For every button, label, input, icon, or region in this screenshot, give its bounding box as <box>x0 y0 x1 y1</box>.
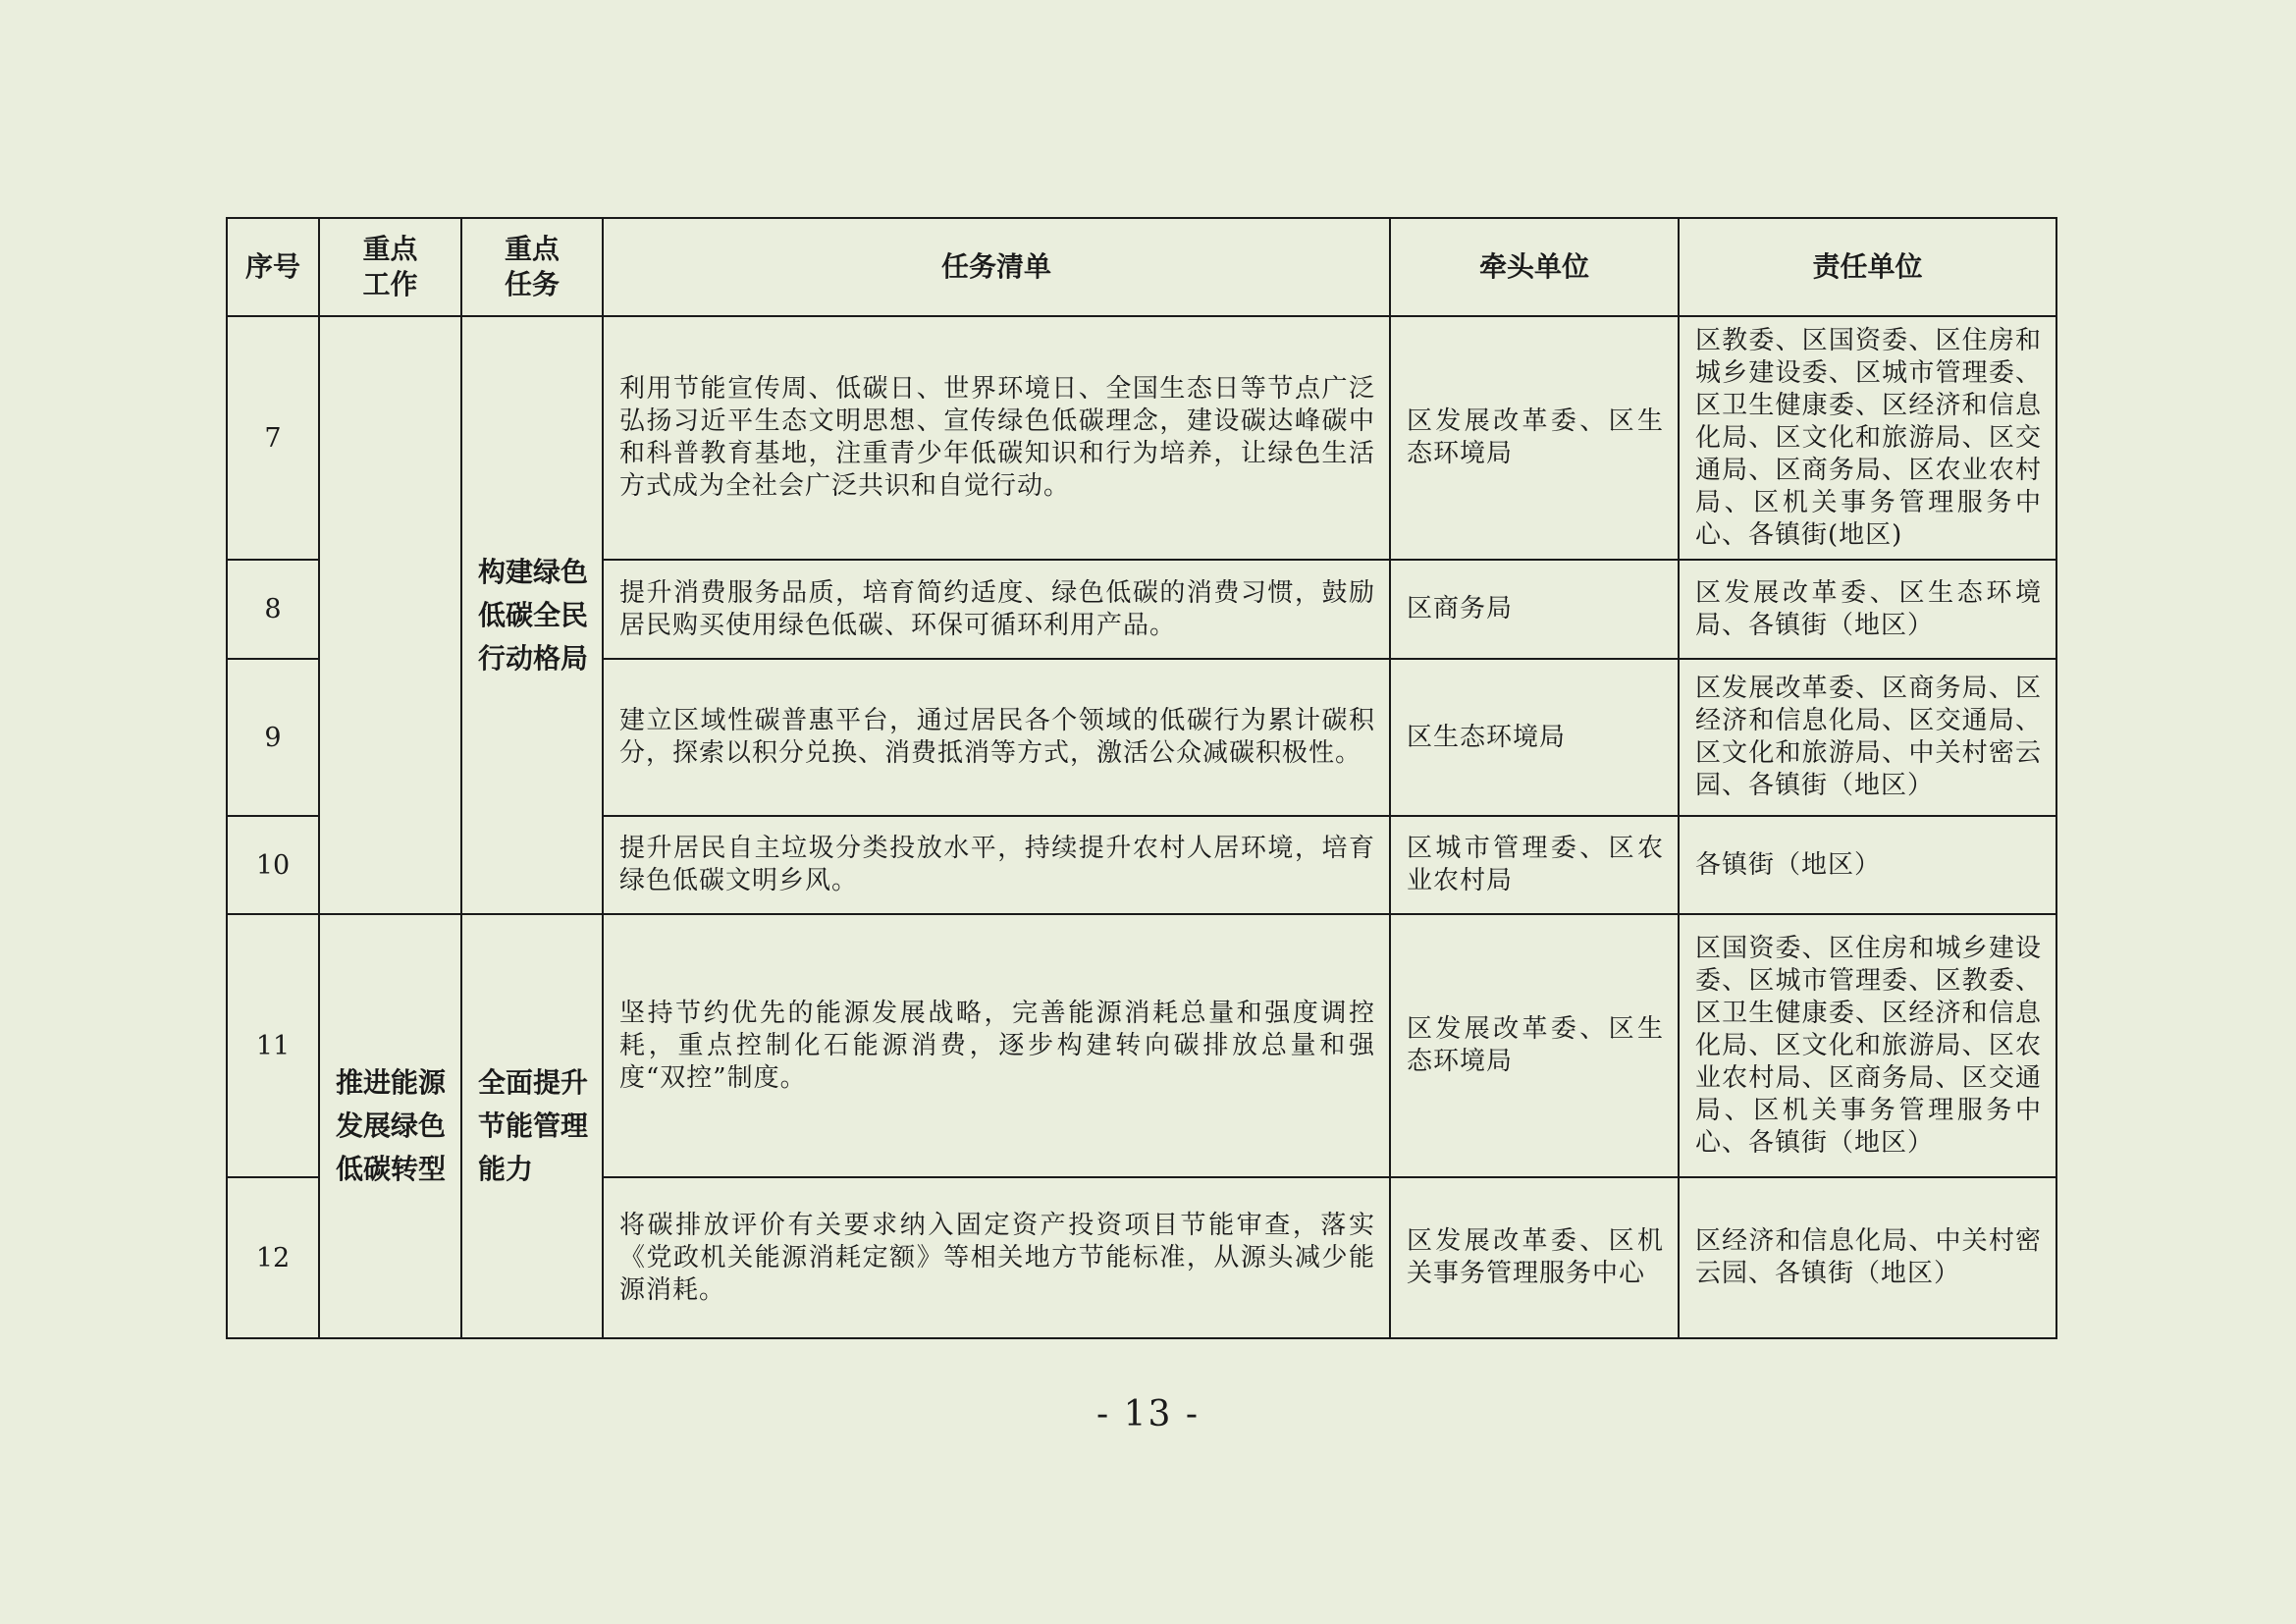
row-seq: 11 <box>227 914 319 1177</box>
row-task: 利用节能宣传周、低碳日、世界环境日、全国生态日等节点广泛弘扬习近平生态文明思想、宣传绿色低碳理念，建设碳达峰碳中和科普教育基地，注重青少年低碳知识和行为培养，让绿色生活方式成为全社会广泛共识和自觉行动。 <box>603 316 1390 560</box>
page-number: - 13 - <box>1095 1394 1201 1435</box>
row-resp-unit: 区发展改革委、区商务局、区经济和信息化局、区交通局、区文化和旅游局、中关村密云园、各镇街（地区） <box>1679 659 2056 816</box>
row-resp-unit: 区教委、区国资委、区住房和城乡建设委、区城市管理委、区卫生健康委、区经济和信息化局、区文化和旅游局、区交通局、区商务局、区农业农村局、区机关事务管理服务中心、各镇街(地区) <box>1679 316 2056 560</box>
header-lead-unit: 牵头单位 <box>1390 218 1679 316</box>
row-lead-unit: 区发展改革委、区生态环境局 <box>1390 914 1679 1177</box>
table-row <box>227 316 2056 560</box>
task-table <box>226 217 2057 1339</box>
row-task: 提升消费服务品质，培育简约适度、绿色低碳的消费习惯，鼓励居民购买使用绿色低碳、环保可循环利用产品。 <box>603 560 1390 659</box>
row-task: 坚持节约优先的能源发展战略，完善能源消耗总量和强度调控耗，重点控制化石能源消费，逐步构建转向碳排放总量和强度“双控”制度。 <box>603 914 1390 1177</box>
header-resp-unit: 责任单位 <box>1679 218 2056 316</box>
row-lead-unit: 区生态环境局 <box>1390 659 1679 816</box>
row-seq: 7 <box>227 316 319 560</box>
key-task-cell: 构建绿色低碳全民行动格局 <box>461 316 603 914</box>
row-lead-unit: 区城市管理委、区农业农村局 <box>1390 816 1679 914</box>
key-work-cell: 推进能源发展绿色低碳转型 <box>319 914 461 1338</box>
row-resp-unit: 区发展改革委、区生态环境局、各镇街（地区） <box>1679 560 2056 659</box>
row-task: 将碳排放评价有关要求纳入固定资产投资项目节能审查，落实《党政机关能源消耗定额》等相关地方节能标准，从源头减少能源消耗。 <box>603 1177 1390 1338</box>
header-key-work: 重点 工作 <box>319 218 461 316</box>
key-work-cell-empty <box>319 316 461 914</box>
table-row <box>227 914 2056 1177</box>
row-resp-unit: 各镇街（地区） <box>1679 816 2056 914</box>
row-seq: 8 <box>227 560 319 659</box>
header-seq: 序号 <box>227 218 319 316</box>
table-header-row <box>227 218 2056 316</box>
row-seq: 10 <box>227 816 319 914</box>
header-task-list: 任务清单 <box>603 218 1390 316</box>
row-resp-unit: 区国资委、区住房和城乡建设委、区城市管理委、区教委、区卫生健康委、区经济和信息化局、区文化和旅游局、区农业农村局、区商务局、区交通局、区机关事务管理服务中心、各镇街（地区） <box>1679 914 2056 1177</box>
row-resp-unit: 区经济和信息化局、中关村密云园、各镇街（地区） <box>1679 1177 2056 1338</box>
header-key-task: 重点 任务 <box>461 218 603 316</box>
row-task: 建立区域性碳普惠平台，通过居民各个领域的低碳行为累计碳积分，探索以积分兑换、消费抵消等方式，激活公众减碳积极性。 <box>603 659 1390 816</box>
row-seq: 9 <box>227 659 319 816</box>
row-lead-unit: 区商务局 <box>1390 560 1679 659</box>
row-seq: 12 <box>227 1177 319 1338</box>
row-lead-unit: 区发展改革委、区生态环境局 <box>1390 316 1679 560</box>
row-lead-unit: 区发展改革委、区机关事务管理服务中心 <box>1390 1177 1679 1338</box>
key-task-cell: 全面提升节能管理能力 <box>461 914 603 1338</box>
row-task: 提升居民自主垃圾分类投放水平，持续提升农村人居环境，培育绿色低碳文明乡风。 <box>603 816 1390 914</box>
